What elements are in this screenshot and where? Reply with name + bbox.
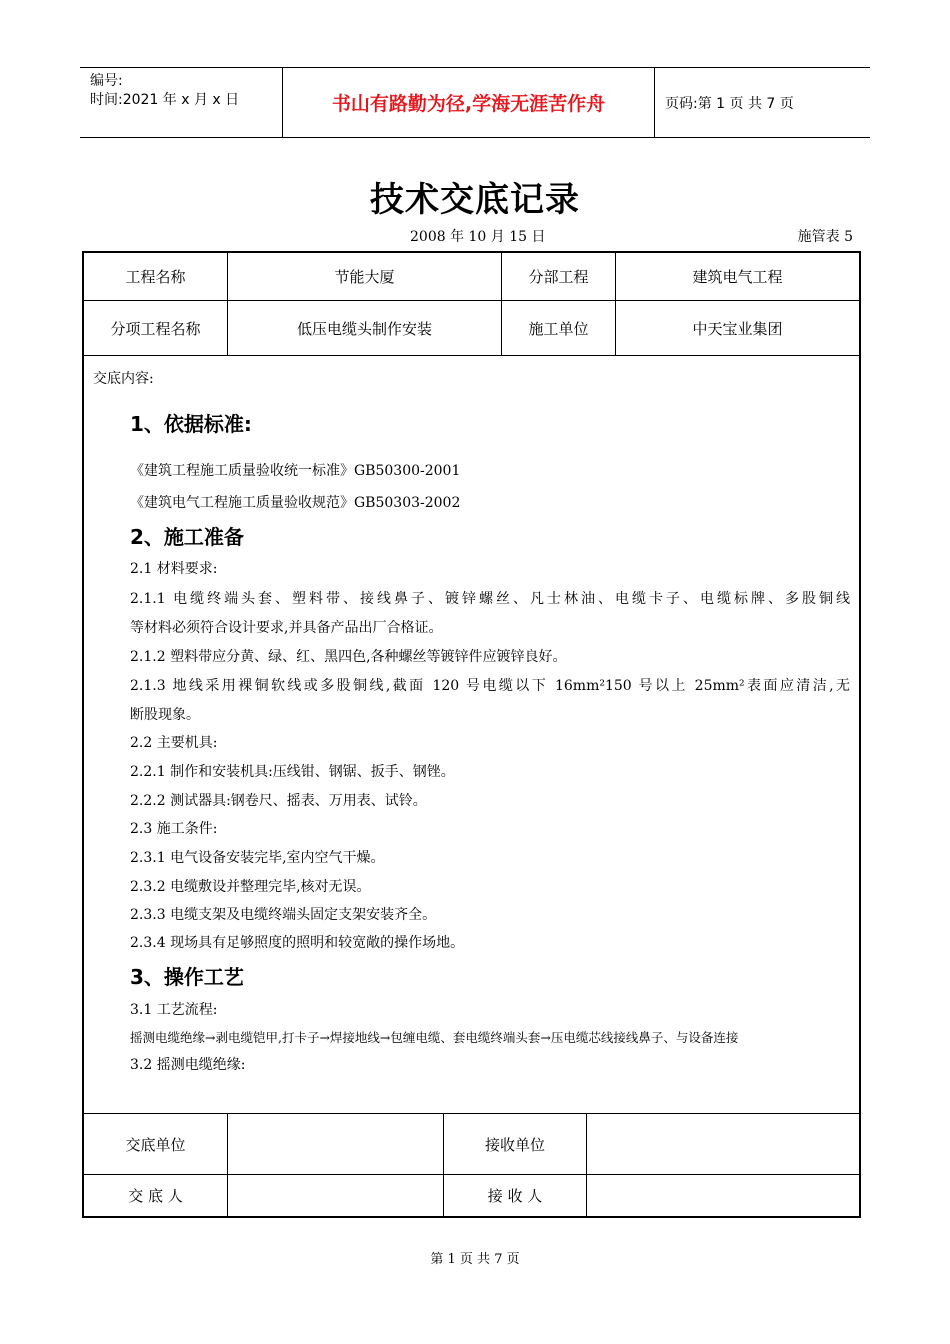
page-header	[80, 67, 870, 138]
receiver-unit-label: 接收单位	[484, 1135, 545, 1154]
line-3-1: 3.1 工艺流程:	[130, 1002, 218, 1018]
line-2-3-4: 2.3.4 现场具有足够照度的照明和较宽敞的操作场地。	[130, 935, 465, 951]
line-2-1-3a: 2.1.3 地线采用裸铜软线或多股铜线,截面 120 号电缆以下 16mm²150 号以上 25mm²表面应清洁,无	[130, 678, 850, 694]
division-label: 分部工程	[528, 268, 589, 286]
standard-1: 《建筑工程施工质量验收统一标准》GB50300-2001	[130, 463, 461, 479]
issuer-unit-field[interactable]	[228, 1114, 443, 1174]
subitem-label: 分项工程名称	[110, 319, 201, 338]
process-flow: 摇测电缆绝缘→剥电缆铠甲,打卡子→焊接地线→包缠电缆、套电缆终端头套→压电缆芯线接线鼻子、与设备连接	[130, 1030, 739, 1045]
division-value: 建筑电气工程	[692, 268, 783, 286]
issuer-label: 交 底 人	[128, 1187, 183, 1205]
doc-date: 2008 年 10 月 15 日	[410, 229, 546, 245]
line-2-2-1: 2.2.1 制作和安装机具:压线钳、钢锯、扳手、钢锉。	[130, 764, 455, 780]
line-2-3: 2.3 施工条件:	[130, 821, 218, 837]
line-2-3-1: 2.3.1 电气设备安装完毕,室内空气干燥。	[130, 850, 385, 866]
issuer-field[interactable]	[228, 1175, 443, 1216]
subitem-value: 低压电缆头制作安装	[296, 319, 432, 338]
contractor-value: 中天宝业集团	[692, 319, 783, 338]
info-table-bottom	[84, 355, 859, 356]
contractor-label: 施工单位	[528, 319, 589, 338]
receiver-field[interactable]	[587, 1175, 859, 1216]
line-2-1-3b: 断股现象。	[130, 707, 200, 723]
line-2-3-3: 2.3.3 电缆支架及电缆终端头固定支架安装齐全。	[130, 907, 437, 923]
project-name-value: 节能大厦	[334, 268, 395, 286]
receiver-label: 接 收 人	[487, 1187, 543, 1205]
standard-2: 《建筑电气工程施工质量验收规范》GB50303-2002	[130, 495, 461, 511]
section-2-title: 2、施工准备	[130, 525, 244, 549]
doc-time: 时间:2021 年 x 月 x 日	[90, 92, 240, 108]
line-2-1: 2.1 材料要求:	[130, 561, 218, 577]
receiver-unit-field[interactable]	[587, 1114, 859, 1174]
line-3-2: 3.2 摇测电缆绝缘:	[130, 1057, 246, 1073]
line-2-2-2: 2.2.2 测试器具:钢卷尺、摇表、万用表、试铃。	[130, 793, 427, 809]
form-number: 施管表 5	[797, 229, 853, 245]
line-2-1-2: 2.1.2 塑料带应分黄、绿、红、黑四色,各种螺丝等镀锌件应镀锌良好。	[130, 649, 567, 665]
section-1-title: 1、依据标准:	[130, 412, 252, 436]
line-2-1-1a: 2.1.1 电缆终端头套、塑料带、接线鼻子、镀锌螺丝、凡士林油、电缆卡子、电缆标牌、多股铜线	[130, 591, 850, 607]
issuer-unit-label: 交底单位	[125, 1135, 186, 1154]
doc-number-label: 编号:	[90, 73, 123, 89]
doc-title: 技术交底记录	[370, 180, 580, 220]
header-motto: 书山有路勤为径,学海无涯苦作舟	[282, 68, 655, 137]
line-2-1-1b: 等材料必须符合设计要求,并具备产品出厂合格证。	[130, 620, 443, 636]
section-3-title: 3、操作工艺	[130, 965, 244, 989]
page-footer: 第 1 页 共 7 页	[430, 1252, 520, 1267]
header-meta	[80, 68, 282, 137]
line-2-2: 2.2 主要机具:	[130, 735, 218, 751]
header-page-info: 页码:第 1 页 共 7 页	[665, 95, 794, 112]
line-2-3-2: 2.3.2 电缆敷设并整理完毕,核对无误。	[130, 879, 371, 895]
project-name-label: 工程名称	[125, 268, 186, 286]
content-label: 交底内容:	[93, 371, 154, 387]
